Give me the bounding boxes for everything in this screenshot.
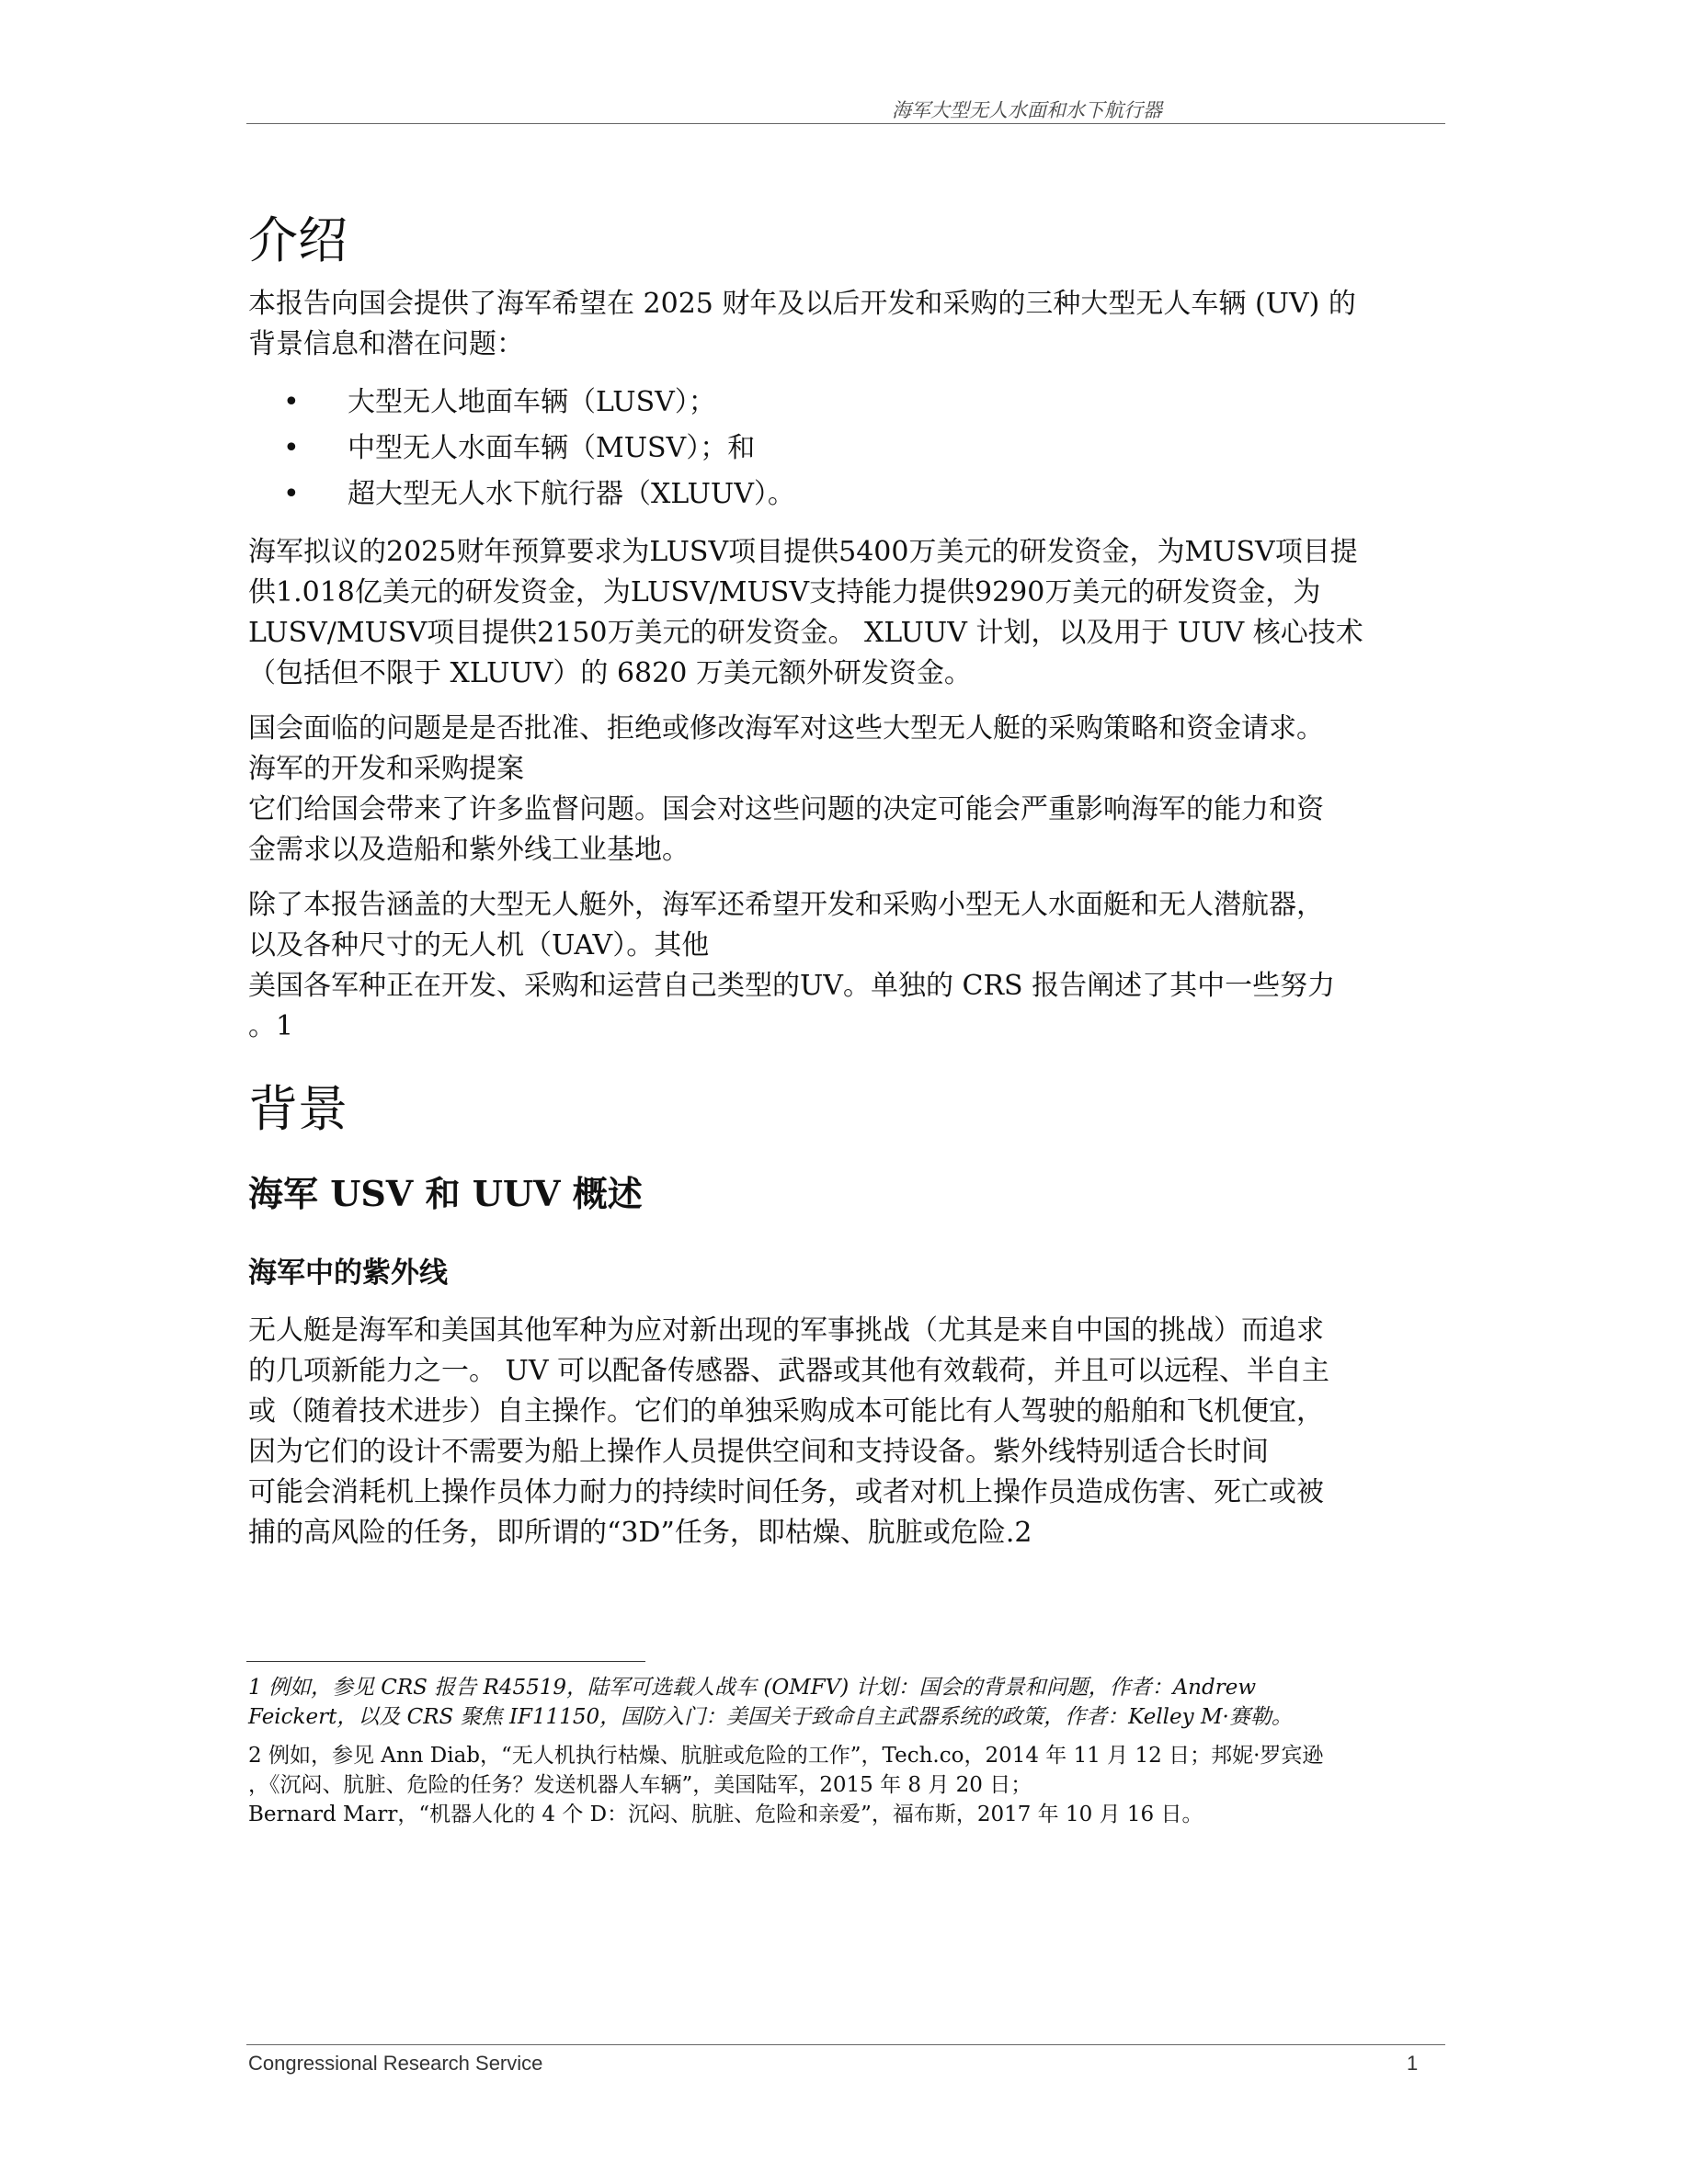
list-item-text: 中型无人水面车辆（MUSV）；和 xyxy=(348,431,756,464)
running-header: 海军大型无人水面和水下航行器 xyxy=(892,99,1162,121)
vehicle-list xyxy=(248,380,1453,518)
text-line: 以及各种尺寸的无人机（UAV）。其他 xyxy=(248,928,710,961)
intro-paragraph-3 xyxy=(248,709,1453,870)
text-line: 它们给国会带来了许多监督问题。国会对这些问题的决定可能会严重影响海军的能力和资 xyxy=(248,792,1324,825)
text-line: 海军的开发和采购提案 xyxy=(248,752,524,785)
text-line: 除了本报告涵盖的大型无人艇外，海军还希望开发和采购小型无人水面艇和无人潜航器， xyxy=(248,888,1324,921)
bullet-icon: • xyxy=(283,385,300,418)
text-line: （包括但不限于 XLUUV）的 6820 万美元额外研发资金。 xyxy=(248,656,972,689)
text-line: 背景信息和潜在问题： xyxy=(248,327,524,360)
footnote-line: 2 例如，参见 Ann Diab，“无人机执行枯燥、肮脏或危险的工作”，Tech.co，2014 年 11 月 12 日；邦妮·罗宾逊 xyxy=(248,1744,1324,1768)
list-item xyxy=(248,380,1453,426)
text-line: 。1 xyxy=(248,1009,294,1042)
footnote-line: Bernard Marr，“机器人化的 4 个 D：沉闷、肮脏、危险和亲爱”，福布斯，2017 年 10 月 16 日。 xyxy=(248,1803,1203,1826)
footnote-1 xyxy=(248,1673,1453,1732)
text-line: LUSV/MUSV项目提供2150万美元的研发资金。 XLUUV 计划，以及用于 UUV 核心技术 xyxy=(248,616,1363,649)
text-line: 金需求以及造船和紫外线工业基地。 xyxy=(248,833,690,866)
background-heading: 背景 xyxy=(248,1079,348,1138)
text-line: 或（随着技术进步）自主操作。它们的单独采购成本可能比有人驾驶的船舶和飞机便宜， xyxy=(248,1395,1324,1428)
text-line: 美国各军种正在开发、采购和运营自己类型的UV。单独的 CRS 报告阐述了其中一些努力 xyxy=(248,969,1336,1002)
header-rule xyxy=(246,123,1445,124)
intro-heading: 介绍 xyxy=(248,211,348,269)
list-item-text: 大型无人地面车辆（LUSV）； xyxy=(348,385,716,418)
text-line: 捕的高风险的任务，即所谓的“3D”任务，即枯燥、肮脏或危险.2 xyxy=(248,1517,1032,1550)
page-number: 1 xyxy=(1407,2052,1419,2075)
footer-publisher: Congressional Research Service xyxy=(248,2052,543,2075)
list-item-text: 超大型无人水下航行器（XLUUV）。 xyxy=(348,477,795,510)
footnote-line: 1 例如，参见 CRS 报告 R45519，陆军可选载人战车 (OMFV) 计划：国会的背景和问题，作者：Andrew xyxy=(248,1676,1257,1700)
text-line: 因为它们的设计不需要为船上操作人员提供空间和支持设备。紫外线特别适合长时间 xyxy=(248,1436,1269,1469)
list-item xyxy=(248,472,1453,518)
footer-rule xyxy=(246,2044,1445,2045)
bullet-icon: • xyxy=(283,431,300,464)
text-line: 供1.018亿美元的研发资金，为LUSV/MUSV支持能力提供9290万美元的研发资金，为 xyxy=(248,575,1321,609)
main-content xyxy=(248,211,1453,1568)
footnote-line: ，《沉闷、肮脏、危险的任务？发送机器人车辆”，美国陆军，2015 年 8 月 20 日； xyxy=(248,1773,1032,1797)
intro-paragraph-4 xyxy=(248,885,1453,1047)
footnote-2 xyxy=(248,1741,1453,1829)
uv-in-navy-heading: 海军中的紫外线 xyxy=(248,1257,448,1291)
text-line: 本报告向国会提供了海军希望在 2025 财年及以后开发和采购的三种大型无人车辆 (UV) 的 xyxy=(248,287,1356,320)
background-paragraph-1 xyxy=(248,1311,1453,1553)
footnote-rule xyxy=(246,1661,645,1662)
text-line: 的几项新能力之一。 UV 可以配备传感器、武器或其他有效载荷，并且可以远程、半自主 xyxy=(248,1355,1330,1388)
footnotes xyxy=(248,1673,1453,1838)
list-item xyxy=(248,426,1453,472)
text-line: 可能会消耗机上操作员体力耐力的持续时间任务，或者对机上操作员造成伤害、死亡或被 xyxy=(248,1476,1324,1509)
text-line: 国会面临的问题是是否批准、拒绝或修改海军对这些大型无人艇的采购策略和资金请求。 xyxy=(248,711,1324,745)
overview-subheading: 海军 USV 和 UUV 概述 xyxy=(248,1172,643,1214)
footnote-line: Feickert，以及 CRS 聚焦 IF11150，国防入门：美国关于致命自主武器系统的政策，作者：Kelley M·赛勒。 xyxy=(248,1705,1293,1729)
intro-paragraph-1 xyxy=(248,284,1453,365)
text-line: 海军拟议的2025财年预算要求为LUSV项目提供5400万美元的研发资金，为MUSV项目提 xyxy=(248,535,1358,568)
intro-paragraph-2 xyxy=(248,532,1453,694)
bullet-icon: • xyxy=(283,477,300,510)
text-line: 无人艇是海军和美国其他军种为应对新出现的军事挑战（尤其是来自中国的挑战）而追求 xyxy=(248,1314,1324,1348)
